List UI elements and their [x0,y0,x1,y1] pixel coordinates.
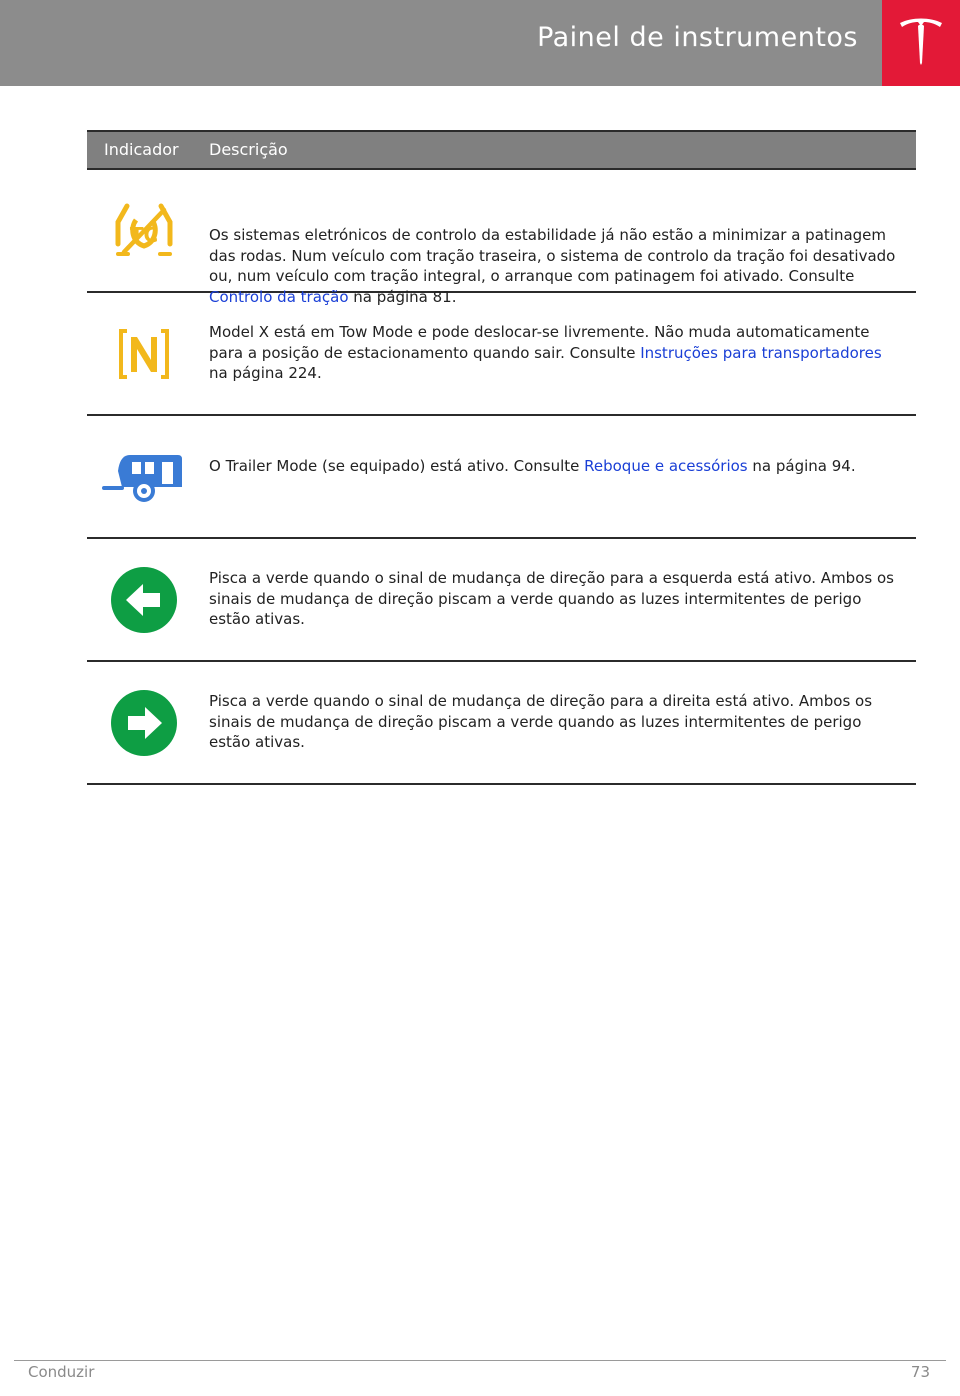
traction-control-off-icon [114,202,174,260]
description-text: Model X está em Tow Mode e pode deslocar-se livremente. Não muda automaticamente para a posição de estacionamento quando sair. Consulte [209,323,870,362]
footer-section: Conduzir [28,1363,95,1381]
link-reboque-acessorios[interactable]: Reboque e acessórios [584,457,748,475]
tesla-logo-icon [898,17,944,69]
row-icon-cell [87,416,201,537]
footer-divider [14,1360,946,1361]
table-header [87,130,916,170]
description-text: Pisca a verde quando o sinal de mudança de direção para a direita está ativo. Ambos os sinais de mudança de direção piscam a verde quando as luzes intermitentes de perigo estão ativas. [209,692,873,751]
column-header-description: Descrição [209,140,288,159]
table-row [87,662,916,785]
link-controlo-tracao[interactable]: Controlo da tração [209,287,349,306]
link-instrucoes-transportadores[interactable]: Instruções para transportadores [640,343,882,362]
brand-badge [882,0,960,86]
row-icon-cell [87,662,201,783]
row-description [209,691,905,753]
page-number: 73 [910,1363,930,1381]
description-text: Os sistemas eletrónicos de controlo da estabilidade já não estão a minimizar a patinagem das rodas. Num veículo com tração traseira, o sistema de controlo da tração foi desativado ou, num veículo com tração integral, o arranque com patinagem foi ativado. Consulte [209,226,896,285]
table-row [87,539,916,662]
table-row [87,293,916,416]
row-description [209,322,905,384]
page-title: Painel de instrumentos [537,22,858,53]
trailer-icon [102,451,186,503]
column-header-indicator: Indicador [104,140,179,159]
tow-mode-n-icon [118,328,170,380]
row-icon-cell [87,170,201,291]
table-row [87,416,916,539]
description-text: O Trailer Mode (se equipado) está ativo. Consulte [209,457,585,475]
row-description [209,456,905,477]
svg-text:TC: TC [129,222,159,247]
page-header [0,0,960,86]
page-reference: na página 81. [348,287,457,306]
table-row [87,170,916,306]
page-reference: na página 224. [209,364,322,382]
description-text: Pisca a verde quando o sinal de mudança de direção para a esquerda está ativo. Ambos os sinais de mudança de direção piscam a verde quando as luzes intermitentes de perigo estão ativas. [209,569,894,628]
row-icon-cell [87,539,201,660]
page-reference: na página 94. [747,457,856,475]
row-description [209,568,905,630]
indicator-table [87,130,916,785]
row-icon-cell [87,293,201,414]
turn-signal-right-icon [110,689,178,757]
turn-signal-left-icon [110,566,178,634]
